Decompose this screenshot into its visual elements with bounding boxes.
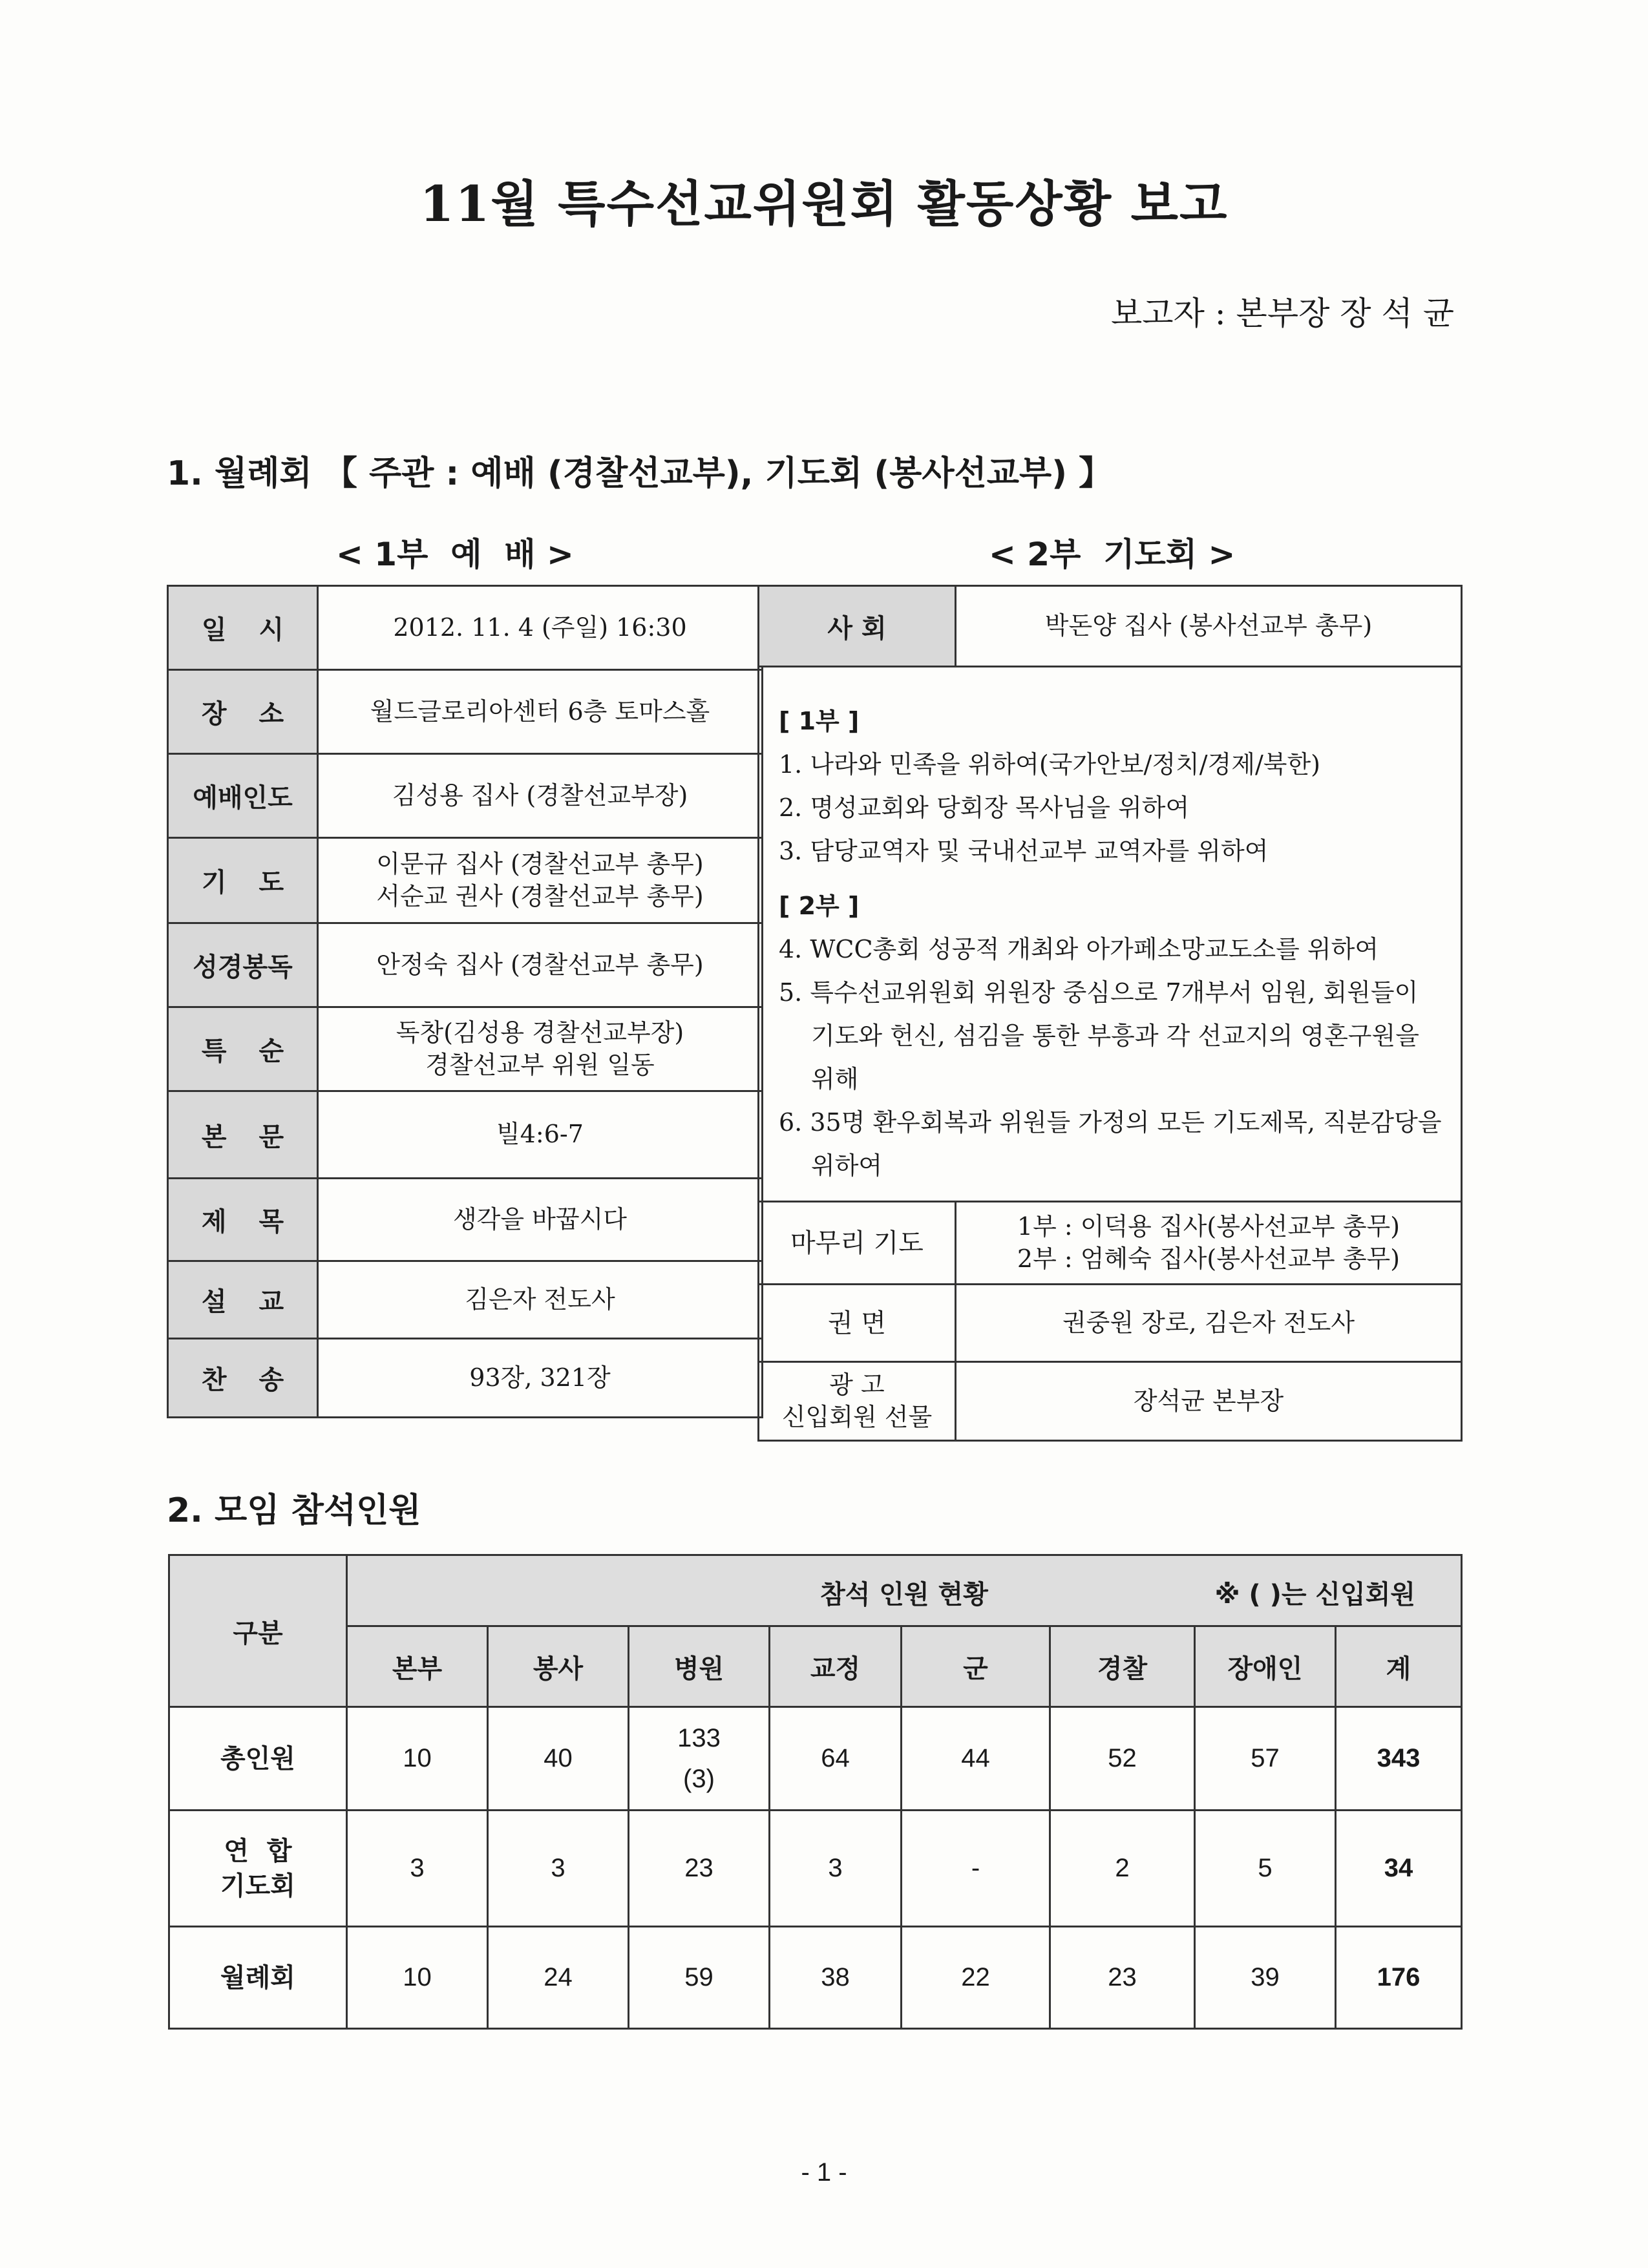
worship-row-subject <box>168 1179 763 1261</box>
leader-value: 김성용 집사 (경찰선교부장) <box>318 754 763 838</box>
prayer-topics <box>759 667 1462 1202</box>
attendance-header-row-1 <box>169 1555 1462 1626</box>
table-cell: 57 <box>1195 1707 1336 1811</box>
part1-title: [ 1부 ] <box>779 707 860 735</box>
closing-value: 1부 : 이덕용 집사(봉사선교부 총무) 2부 : 엄혜숙 집사(봉사선교부 총무) <box>956 1202 1462 1285</box>
page-title: 11월 특수선교위원회 활동상황 보고 <box>419 175 1229 233</box>
total-cell: 343 <box>1336 1707 1462 1811</box>
place-label: 장소 <box>201 699 317 729</box>
attendance-caption <box>347 1555 1462 1626</box>
table-cell: 23 <box>629 1811 770 1927</box>
leader-label: 예배인도 <box>168 754 318 838</box>
worship-row-place <box>168 670 763 754</box>
table-cell: 2 <box>1050 1811 1195 1927</box>
special-label: 특순 <box>201 1036 317 1066</box>
part1-heading: < 1부 예 배 > <box>336 536 574 573</box>
table-cell: 10 <box>347 1927 488 2029</box>
prayer-row-mc <box>759 586 1462 667</box>
table-cell: 24 <box>488 1927 629 2029</box>
part2-title: [ 2부 ] <box>779 892 860 920</box>
text-label: 본문 <box>201 1122 317 1152</box>
column-header: 본부 <box>347 1626 488 1707</box>
table-cell: 59 <box>629 1927 770 2029</box>
prayer-value: 이문규 집사 (경찰선교부 총무) 서순교 권사 (경찰선교부 총무) <box>318 838 763 923</box>
worship-row-leader <box>168 754 763 838</box>
new-member-count: (3) <box>683 1764 715 1793</box>
total-cell: 176 <box>1336 1927 1462 2029</box>
place-value: 월드글로리아센터 6층 토마스홀 <box>318 670 763 754</box>
sermon-value: 김은자 전도사 <box>318 1261 763 1339</box>
table-cell: 64 <box>770 1707 902 1811</box>
column-header: 장애인 <box>1195 1626 1336 1707</box>
table-cell: 133 (3) <box>629 1707 770 1811</box>
prayer-label: 기도 <box>201 868 317 898</box>
notice-label: 광 고 신입회원 선물 <box>759 1362 956 1441</box>
group-label: 구분 <box>169 1555 347 1707</box>
prayer-item: 1. 나라와 민족을 위하여(국가안보/정치/경제/북한) <box>779 750 1321 779</box>
caption-note: ※ ( )는 신입회원 <box>1214 1580 1415 1610</box>
column-header: 군 <box>902 1626 1050 1707</box>
section1-heading: 1. 월례회 【 주관 : 예배 (경찰선교부), 기도회 (봉사선교부) 】 <box>167 454 1113 493</box>
row-label: 연 합 기도회 <box>169 1811 347 1927</box>
special-value: 독창(김성용 경찰선교부장) 경찰선교부 위원 일동 <box>318 1007 763 1091</box>
notice-value: 장석균 본부장 <box>956 1362 1462 1441</box>
table-cell: 38 <box>770 1927 902 2029</box>
column-header: 병원 <box>629 1626 770 1707</box>
table-cell: 23 <box>1050 1927 1195 2029</box>
table-cell: 40 <box>488 1707 629 1811</box>
total-cell: 34 <box>1336 1811 1462 1927</box>
table-cell: 5 <box>1195 1811 1336 1927</box>
reporter-line: 보고자 : 본부장 장 석 균 <box>1110 295 1454 332</box>
worship-row-hymn <box>168 1339 763 1418</box>
text-value: 빌4:6-7 <box>318 1091 763 1179</box>
table-cell: - <box>902 1811 1050 1927</box>
table-cell: 52 <box>1050 1707 1195 1811</box>
hymn-label: 찬송 <box>201 1365 317 1395</box>
page-number: - 1 - <box>801 2158 847 2187</box>
row-label: 월례회 <box>169 1927 347 2029</box>
subject-value: 생각을 바꿉시다 <box>318 1179 763 1261</box>
reading-value: 안정숙 집사 (경찰선교부 총무) <box>318 923 763 1007</box>
prayer-row-exhort <box>759 1285 1462 1362</box>
worship-row-text <box>168 1091 763 1179</box>
exhort-value: 권중원 장로, 김은자 전도사 <box>956 1285 1462 1362</box>
closing-label: 마무리 기도 <box>759 1202 956 1285</box>
attendance-table <box>168 1554 1463 2030</box>
exhort-label: 권 면 <box>759 1285 956 1362</box>
prayer-row-notice <box>759 1362 1462 1441</box>
table-cell: 3 <box>347 1811 488 1927</box>
worship-row-reading <box>168 923 763 1007</box>
date-label: 일시 <box>201 615 317 645</box>
subject-label: 제목 <box>201 1207 317 1237</box>
worship-row-prayer <box>168 838 763 923</box>
table-cell: 3 <box>770 1811 902 1927</box>
date-value: 2012. 11. 4 (주일) 16:30 <box>318 586 763 670</box>
table-cell: 10 <box>347 1707 488 1811</box>
table-row <box>169 1811 1462 1927</box>
sermon-label: 설교 <box>201 1287 317 1317</box>
prayer-row-closing <box>759 1202 1462 1285</box>
column-header: 경찰 <box>1050 1626 1195 1707</box>
mc-label: 사 회 <box>759 586 956 667</box>
worship-row-sermon <box>168 1261 763 1339</box>
hymn-value: 93장, 321장 <box>318 1339 763 1418</box>
worship-row-date <box>168 586 763 670</box>
prayer-item: 2. 명성교회와 당회장 목사님을 위하여 <box>779 793 1190 822</box>
prayer-item: 4. WCC총회 성공적 개최와 아가페소망교도소를 위하여 <box>779 935 1379 963</box>
part2-heading: < 2부 기도회 > <box>989 536 1236 573</box>
section2-heading: 2. 모임 참석인원 <box>167 1491 421 1530</box>
table-row <box>169 1927 1462 2029</box>
row-label: 총인원 <box>169 1707 347 1811</box>
prayer-item: 6. 35명 환우회복과 위원들 가정의 모든 기도제목, 직분감당을 위하여 <box>779 1108 1442 1180</box>
attendance-header-row-2 <box>169 1626 1462 1707</box>
worship-table <box>167 585 763 1418</box>
prayer-item: 3. 담당교역자 및 국내선교부 교역자를 위하여 <box>779 837 1269 865</box>
column-header: 교정 <box>770 1626 902 1707</box>
reading-label: 성경봉독 <box>168 923 318 1007</box>
prayer-row-topics <box>759 667 1462 1202</box>
prayer-item: 5. 특수선교위원회 위원장 중심으로 7개부서 임원, 회원들이 기도와 헌신, 섬김을 통한 부흥과 각 선교지의 영혼구원을 위해 <box>779 978 1419 1093</box>
table-cell: 39 <box>1195 1927 1336 2029</box>
table-cell: 22 <box>902 1927 1050 2029</box>
table-row <box>169 1707 1462 1811</box>
table-cell: 3 <box>488 1811 629 1927</box>
prayer-meeting-table <box>757 585 1463 1442</box>
column-header: 계 <box>1336 1626 1462 1707</box>
column-header: 봉사 <box>488 1626 629 1707</box>
mc-value: 박돈양 집사 (봉사선교부 총무) <box>956 586 1462 667</box>
worship-row-special <box>168 1007 763 1091</box>
caption-text: 참석 인원 현황 <box>820 1580 988 1610</box>
table-cell: 44 <box>902 1707 1050 1811</box>
